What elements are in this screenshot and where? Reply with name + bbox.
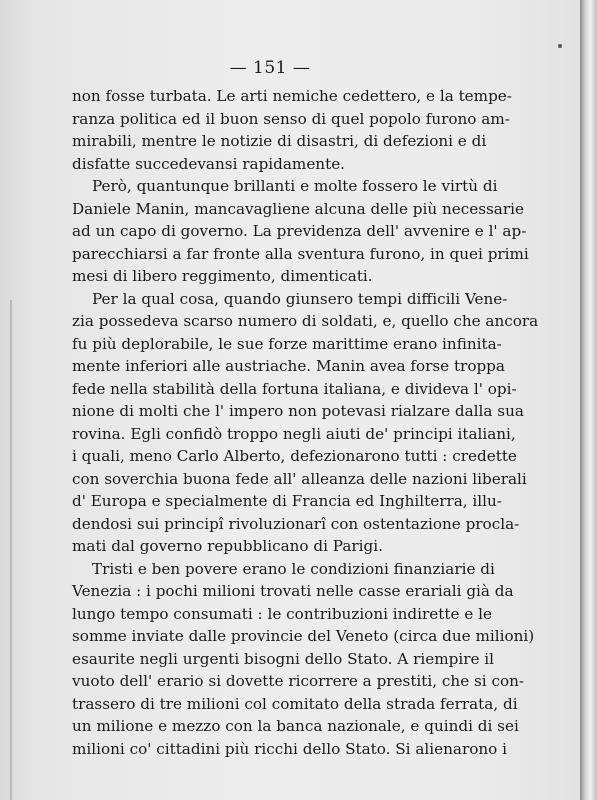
text-line: disfatte succedevansi rapidamente. <box>72 154 346 173</box>
text-line: lungo tempo consumati : le contribuzioni indirette e le <box>72 604 492 623</box>
text-line: milioni co' cittadini più ricchi dello Stato. Si alienarono i <box>72 739 507 758</box>
text-line: somme inviate dalle provincie del Veneto (circa due milioni) <box>72 627 535 645</box>
text-line: nione di molti che l' impero non potevasi rialzare dalla sua <box>72 402 524 420</box>
text-line: esaurite negli urgenti bisogni dello Stato. A riempire il <box>72 649 494 668</box>
body-text <box>72 85 539 760</box>
page-fold-shadow <box>10 300 12 800</box>
text-line: non fosse turbata. Le arti nemiche cedettero, e la tempe- <box>72 87 512 105</box>
text-line: fu più deplorabile, le sue forze marittime erano infinita- <box>72 334 502 353</box>
page-edge-shadow <box>580 0 597 800</box>
text-line: un milione e mezzo con la banca nazionale, e quindi di sei <box>72 717 519 735</box>
ink-speck <box>558 44 562 48</box>
text-line: mati dal governo repubblicano di Parigi. <box>72 537 383 555</box>
text-line: d' Europa e specialmente di Francia ed Inghilterra, illu- <box>72 492 502 510</box>
text-line: trassero di tre milioni col comitato della strada ferrata, di <box>72 694 518 713</box>
text-line: rovina. Egli confidò troppo negli aiuti de' principi italiani, <box>72 424 516 443</box>
text-line: mesi di libero reggimento, dimenticati. <box>72 267 373 285</box>
text-line: con soverchia buona fede all' alleanza delle nazioni liberali <box>72 469 527 488</box>
text-line: dendosi sui principî rivoluzionarî con ostentazione procla- <box>72 514 520 533</box>
text-line: Però, quantunque brillanti e molte fossero le virtù di <box>92 177 498 195</box>
page-number: — 151 — <box>229 58 311 78</box>
text-line: vuoto dell' erario si dovette ricorrere a prestiti, che si con- <box>72 672 525 690</box>
text-line: fede nella stabilità della fortuna italiana, e divideva l' opi- <box>72 379 517 398</box>
text-line: ranza politica ed il buon senso di quel popolo furono am- <box>72 109 510 128</box>
text-line: ad un capo di governo. La previdenza dell' avvenire e l' ap- <box>72 222 527 240</box>
text-line: zia possedeva scarso numero di soldati, e, quello che ancora <box>72 312 539 330</box>
text-line: Per la qual cosa, quando giunsero tempi difficili Vene- <box>92 289 508 308</box>
text-line: mente inferiori alle austriache. Manin avea forse troppa <box>72 357 505 375</box>
text-line: mirabili, mentre le notizie di disastri, di defezioni e di <box>72 132 487 150</box>
text-line: i quali, meno Carlo Alberto, defezionarono tutti : credette <box>72 447 517 465</box>
text-line: Tristi e ben povere erano le condizioni finanziarie di <box>92 559 495 578</box>
text-line: parecchiarsi a far fronte alla sventura furono, in quei primi <box>72 244 529 263</box>
text-line: Daniele Manin, mancavagliene alcuna delle più necessarie <box>72 199 524 218</box>
text-line: Venezia : i pochi milioni trovati nelle casse erariali già da <box>72 582 514 600</box>
